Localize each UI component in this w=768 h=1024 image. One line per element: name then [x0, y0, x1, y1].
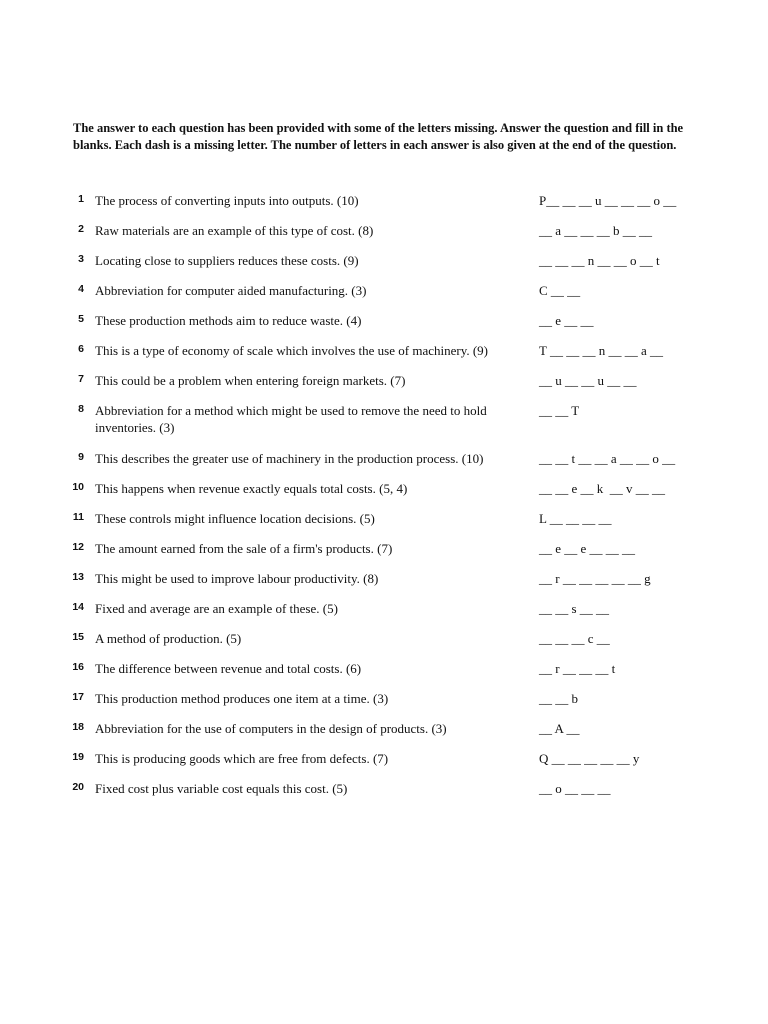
- question-row: [0, 310, 768, 340]
- question-text: This is producing goods which are free from defects. (7): [95, 751, 389, 766]
- question-text: Abbreviation for computer aided manufacturing. (3): [95, 283, 367, 298]
- question-text: Raw materials are an example of this type of cost. (8): [95, 223, 374, 238]
- question-text: Fixed and average are an example of these. (5): [95, 601, 338, 616]
- question-number: 11: [72, 511, 84, 523]
- question-text: Locating close to suppliers reduces these costs. (9): [95, 253, 359, 268]
- question-number: 20: [72, 781, 84, 793]
- answer-blanks: __ o __ __ __: [539, 781, 611, 796]
- question-row: [0, 400, 768, 448]
- question-text: Abbreviation for the use of computers in the design of products. (3): [95, 721, 447, 736]
- question-number: 17: [72, 691, 84, 703]
- question-row: [0, 448, 768, 478]
- answer-blanks: __ A __: [539, 721, 580, 736]
- answer-blanks: P__ __ __ u __ __ __ o __: [539, 193, 677, 208]
- answer-blanks: __ a __ __ __ b __ __: [539, 223, 653, 238]
- question-row: [0, 250, 768, 280]
- question-row: [0, 658, 768, 688]
- question-text: This is a type of economy of scale which involves the use of machinery. (9): [95, 343, 489, 358]
- question-text: These production methods aim to reduce waste. (4): [95, 313, 362, 328]
- answer-blanks: __ __ s __ __: [539, 601, 610, 616]
- instructions-text: The answer to each question has been provided with some of the letters missing. Answer the question and fill in the blanks. Each dash is a missing letter. The number of letters in each answer is also given at the end of the question.: [73, 121, 684, 152]
- question-row: [0, 778, 768, 808]
- answer-blanks: Q __ __ __ __ __ y: [539, 751, 640, 766]
- answer-blanks: __ r __ __ __ t: [539, 661, 616, 676]
- question-row: [0, 220, 768, 250]
- question-list: [0, 190, 768, 808]
- question-row: [0, 340, 768, 370]
- answer-blanks: __ u __ __ u __ __: [539, 373, 637, 388]
- question-text: A method of production. (5): [95, 631, 242, 646]
- answer-blanks: __ __ __ c __: [539, 631, 610, 646]
- answer-blanks: __ r __ __ __ __ __ g: [539, 571, 651, 586]
- question-number: 14: [72, 601, 84, 613]
- question-row: [0, 280, 768, 310]
- question-text: Fixed cost plus variable cost equals this cost. (5): [95, 781, 348, 796]
- question-row: [0, 748, 768, 778]
- question-number: 18: [72, 721, 84, 733]
- question-number: 5: [78, 313, 84, 325]
- question-row: [0, 508, 768, 538]
- answer-blanks: __ e __ __: [539, 313, 594, 328]
- answer-blanks: T __ __ __ n __ __ a __: [539, 343, 663, 358]
- question-number: 1: [78, 193, 84, 205]
- answer-blanks: __ __ __ n __ __ o __ t: [539, 253, 660, 268]
- question-number: 13: [72, 571, 84, 583]
- answer-blanks: C __ __: [539, 283, 581, 298]
- answer-blanks: __ __ t __ __ a __ __ o __: [539, 451, 676, 466]
- question-row: [0, 190, 768, 220]
- question-row: [0, 478, 768, 508]
- question-text: This could be a problem when entering foreign markets. (7): [95, 373, 406, 388]
- question-text: These controls might influence location decisions. (5): [95, 511, 375, 526]
- question-number: 7: [78, 373, 84, 385]
- question-number: 4: [78, 283, 84, 295]
- question-text: This might be used to improve labour productivity. (8): [95, 571, 379, 586]
- answer-blanks: L __ __ __ __: [539, 511, 612, 526]
- question-number: 2: [78, 223, 84, 235]
- question-number: 3: [78, 253, 84, 265]
- question-number: 9: [78, 451, 84, 463]
- question-row: [0, 628, 768, 658]
- question-text: This describes the greater use of machinery in the production process. (10): [95, 451, 484, 466]
- question-text: The amount earned from the sale of a firm's products. (7): [95, 541, 393, 556]
- question-number: 8: [78, 403, 84, 415]
- answer-blanks: __ __ b: [539, 691, 578, 706]
- answer-blanks: __ __ T: [539, 403, 580, 418]
- question-row: [0, 688, 768, 718]
- question-number: 10: [72, 481, 84, 493]
- question-number: 6: [78, 343, 84, 355]
- question-row: [0, 598, 768, 628]
- answer-blanks: __ e __ e __ __ __: [539, 541, 636, 556]
- question-row: [0, 568, 768, 598]
- question-text: The difference between revenue and total costs. (6): [95, 661, 362, 676]
- question-row: [0, 370, 768, 400]
- question-text: This production method produces one item at a time. (3): [95, 691, 389, 706]
- question-text: This happens when revenue exactly equals total costs. (5, 4): [95, 481, 408, 496]
- question-number: 16: [72, 661, 84, 673]
- question-row: [0, 538, 768, 568]
- question-number: 12: [72, 541, 84, 553]
- question-number: 15: [72, 631, 84, 643]
- question-text: The process of converting inputs into outputs. (10): [95, 193, 359, 208]
- question-number: 19: [72, 751, 84, 763]
- question-row: [0, 718, 768, 748]
- question-text: Abbreviation for a method which might be used to remove the need to hold inventories. (3): [95, 403, 487, 435]
- answer-blanks: __ __ e __ k __ v __ __: [539, 481, 666, 496]
